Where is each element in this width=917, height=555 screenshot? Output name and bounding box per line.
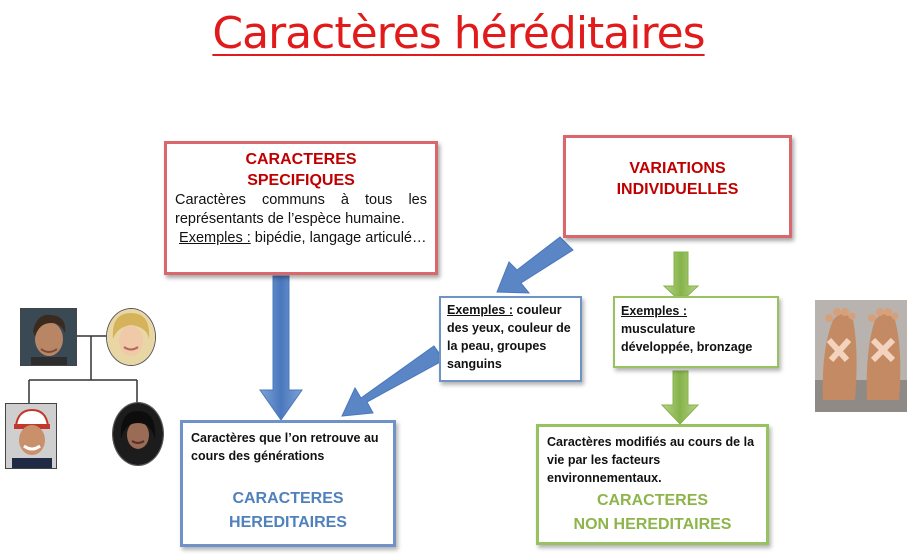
mother-photo [106, 308, 156, 366]
specific-heading-line1: CARACTERES [245, 151, 357, 168]
non-hereditary-examples-text [621, 302, 771, 356]
arrow-variations-to-non-hereditary-examples [664, 252, 698, 302]
specific-traits-heading [175, 149, 427, 191]
hereditary-label-line1: CARACTERES [232, 490, 344, 507]
page-title: Caractères héréditaires [212, 8, 705, 59]
hereditary-traits-label [191, 487, 385, 535]
non-hereditary-traits-description: Caractères modifiés au cours de la vie par les facteurs environnementaux. [547, 435, 755, 485]
hereditary-traits-description: Caractères que l’on retrouve au cours des générations [191, 431, 379, 463]
specific-traits-text: Caractères communs à tous les représentants de l’espèce humaine. [175, 192, 427, 227]
specific-traits-description [175, 191, 427, 248]
specific-examples-text: bipédie, langage articulé… [250, 230, 427, 246]
non-hereditary-examples-box [613, 296, 779, 368]
hereditary-examples-label: Exemples : [447, 303, 514, 317]
non-hereditary-label-line1: CARACTERES [596, 492, 709, 509]
specific-traits-box [164, 141, 438, 275]
specific-heading-line2: SPECIFIQUES [247, 172, 355, 189]
son-photo [5, 403, 57, 469]
specific-examples-label: Exemples : [179, 230, 251, 246]
individual-variations-box [563, 135, 792, 238]
hereditary-examples-box [439, 296, 582, 382]
non-hereditary-examples-label: Exemples : [621, 304, 688, 318]
hereditary-label-line2: HEREDITAIRES [229, 514, 347, 531]
hereditary-examples-text [447, 301, 574, 373]
hereditary-examples-content: couleur des yeux, couleur de la peau, groupes sanguins [447, 303, 571, 371]
non-hereditary-traits-label [547, 489, 758, 537]
arrow-specifiques-to-hereditaires [260, 276, 302, 420]
variations-heading-line1: VARIATIONS [629, 160, 726, 177]
non-hereditary-traits-box [536, 424, 769, 545]
hereditary-traits-box [180, 420, 396, 547]
arrow-variations-to-examples [497, 237, 573, 293]
daughter-photo [112, 402, 164, 466]
variations-heading [566, 158, 789, 200]
non-hereditary-examples-content: musculature développée, bronzage [621, 322, 753, 354]
father-photo [20, 308, 77, 366]
non-hereditary-label-line2: NON HEREDITAIRES [573, 516, 732, 533]
arrow-examples-to-non-hereditaires [662, 371, 698, 424]
variations-heading-line2: INDIVIDUELLES [616, 181, 739, 198]
arrow-examples-to-hereditaires [342, 346, 444, 416]
tanned-feet-photo [815, 300, 907, 412]
